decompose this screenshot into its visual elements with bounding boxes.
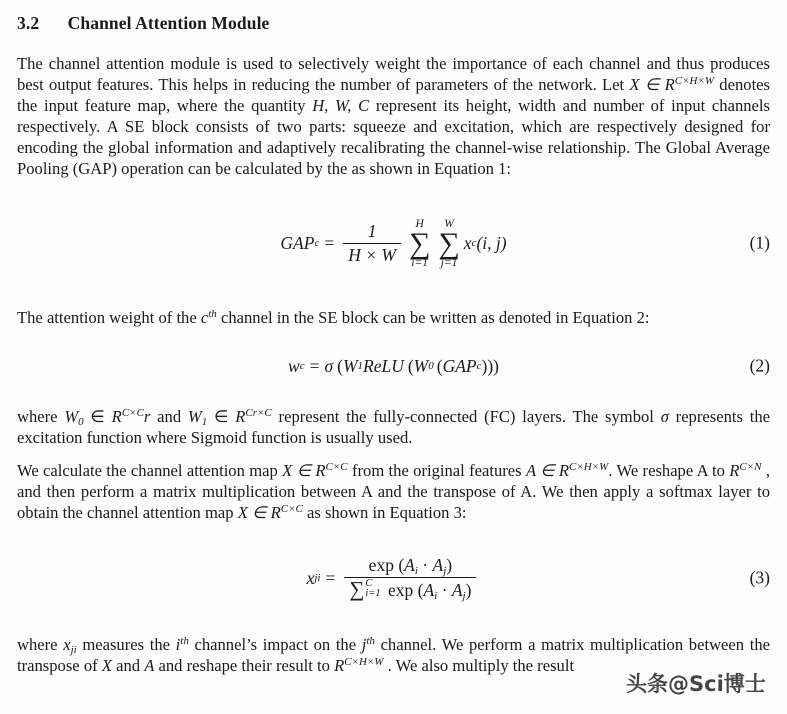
math-run: σ [660, 407, 669, 426]
sigma-sum-icon: ∑ [349, 577, 365, 601]
text-run: represents the excitation function where Sigmoid function is usually used. [17, 407, 770, 447]
math-run: W [64, 407, 79, 426]
math-superscript: C×H×W [569, 461, 609, 473]
text-run: and [150, 407, 188, 426]
fraction [344, 555, 476, 601]
math-run: GAP [280, 232, 315, 253]
math-superscript: C×C [280, 503, 303, 515]
math-superscript: C×H×W [674, 75, 715, 87]
math-run: W [187, 407, 202, 426]
math-run: A [451, 580, 463, 600]
dot-operator: · [417, 555, 433, 575]
text-run: The attention weight of the [17, 308, 201, 327]
sum-lower-limit: j=1 [440, 256, 458, 269]
equals-sign: = [325, 567, 336, 588]
math-run: A [432, 555, 444, 575]
paragraph-2 [17, 307, 770, 328]
equation-number: (2) [749, 355, 770, 376]
math-run: A ∈ R [525, 461, 570, 480]
exp-function: exp ( [368, 555, 405, 575]
equals-sign: = [324, 232, 335, 253]
math-subscript: j [462, 590, 466, 602]
text-run: We calculate the channel attention map [17, 461, 283, 480]
text-run: and [111, 656, 145, 675]
text-run: from the original features [347, 461, 526, 480]
math-superscript: th [180, 635, 189, 647]
section-title: Channel Attention Module [67, 13, 270, 33]
paragraph-spacer [17, 448, 770, 460]
equals-sign: = [309, 355, 320, 376]
text-run: measures the [76, 635, 176, 654]
math-run: X ∈ R [629, 75, 675, 94]
text-run: The channel attention module is used to selectively weight the importance of each channel and thus produces best output features. This helps in reducing the number of parameters of the network. Let [17, 54, 770, 94]
paren: ) [465, 580, 472, 600]
math-run: ReLU [363, 355, 404, 376]
section-heading [17, 12, 770, 34]
math-run: X ∈ R [282, 461, 326, 480]
paren: ) [446, 555, 453, 575]
watermark: 头条@Sci博士 [626, 672, 766, 696]
math-superscript: C×C [121, 407, 144, 419]
math-run: (i, j) [476, 232, 507, 253]
text-run: and reshape their result to [154, 656, 335, 675]
paren: ( [436, 355, 443, 376]
math-run: R [334, 656, 345, 675]
equation-3: x ji = $\exp (A_i \cdot A_j)$ ∑ C i=1 $\exp (A_i \cdot A_j)$ (3) [306, 555, 770, 602]
text-run: ∈ [207, 407, 236, 426]
dot-operator: · [437, 580, 452, 600]
fraction-numerator [364, 555, 457, 577]
fraction-numerator: 1 [367, 220, 377, 241]
sum-upper-limit: H [415, 217, 424, 230]
sum-upper-limit: W [444, 217, 454, 230]
text-run: denotes the input feature map, where the quantity [17, 75, 770, 115]
equation-2: w c = σ ( W 1 ReLU ( W 0 ( GAP c ))) (2) [288, 355, 770, 376]
text-run: ∈ [83, 407, 112, 426]
text-run: represent its height, width and number of input channels respectively. A SE block consists of two parts: squeeze and excitation, which are respectively designed for encoding the global information and adaptively recalibrating the channel-wise relationship. The Global Average Pooling (GAP) operation can be calculated by the as shown in Equation 1: [17, 96, 770, 178]
paren: ( [337, 355, 343, 376]
text-run: where [17, 635, 64, 654]
math-superscript: th [366, 635, 375, 647]
fraction-denominator [344, 577, 476, 601]
equation-number: (3) [749, 567, 770, 588]
text-run: channel. We perform a matrix multiplication between the transpose of [17, 635, 770, 675]
math-subscript: j [443, 565, 447, 577]
sigma-sum-icon: ∑ [408, 226, 431, 260]
text-run: as shown in Equation 3: [302, 503, 467, 522]
paragraph-4 [17, 460, 770, 523]
math-run: X [101, 656, 112, 675]
math-run: R [111, 407, 122, 426]
text-run: . We also [383, 656, 453, 675]
sum-operator [349, 579, 380, 599]
math-run: R [729, 461, 740, 480]
sum-operator [438, 218, 459, 269]
math-run: x [463, 232, 472, 253]
math-run: GAP [442, 355, 477, 376]
sum-lower-limit: i=1 [411, 256, 429, 269]
paren: ( [407, 355, 414, 376]
math-run: A [423, 580, 435, 600]
math-subscript: 0 [78, 416, 84, 428]
sum-upper-limit: C [365, 578, 373, 589]
math-run: i [175, 635, 181, 654]
math-run: W [342, 355, 358, 376]
fraction-denominator: H × W [343, 243, 401, 266]
math-run: W [413, 355, 429, 376]
math-superscript: C×N [739, 461, 762, 473]
equation-number: (1) [749, 232, 770, 253]
obscured-text-run: multiply the result [452, 656, 575, 675]
paren: ))) [481, 355, 499, 376]
math-run: A [404, 555, 415, 575]
sum-operator [409, 218, 430, 269]
math-superscript: Cr×C [245, 407, 272, 419]
math-run: H, W, C [312, 96, 370, 115]
math-run: r [143, 407, 151, 426]
math-superscript: th [208, 308, 217, 320]
text-run: where [17, 407, 65, 426]
fraction [343, 221, 401, 266]
paragraph-3 [17, 406, 770, 448]
math-run: c [200, 308, 209, 327]
math-run: w [288, 355, 300, 376]
math-subscript: ji [70, 644, 77, 656]
math-superscript: C×H×W [344, 656, 384, 668]
math-subscript: i [434, 590, 438, 602]
equation-1: GAP c = $\frac{1}{H \times W}$ H ∑ i=1 W ∑ j=1 x c (i, j) (1) [280, 217, 770, 269]
sum-lower-limit: i=1 [365, 588, 381, 599]
math-run: x [63, 635, 71, 654]
math-run: x [306, 567, 315, 588]
text-run: channel in the SE block can be written as denoted in Equation 2: [216, 308, 650, 327]
text-run: represent the fully-connected (FC) layers. The symbol [271, 407, 661, 426]
text-run: channel’s impact on the [188, 635, 362, 654]
exp-function: exp ( [387, 580, 424, 600]
text-run: . We reshape A to [608, 461, 730, 480]
math-superscript: C×C [325, 461, 348, 473]
math-run: A [144, 656, 155, 675]
sigma-sum-icon: ∑ [438, 226, 460, 260]
text-run: , and then perform a matrix multiplication between A and the transpose of A. We then apply a softmax layer to obtain the channel attention map [17, 461, 771, 522]
math-subscript: 1 [201, 416, 208, 428]
sum-limits [365, 579, 380, 599]
math-subscript: i [414, 565, 418, 577]
paragraph-1 [17, 53, 770, 179]
math-run: j [361, 635, 367, 654]
section-number: 3.2 [17, 13, 40, 33]
math-run: σ [324, 355, 334, 376]
math-run: R [235, 407, 246, 426]
math-run: X ∈ R [237, 503, 281, 522]
